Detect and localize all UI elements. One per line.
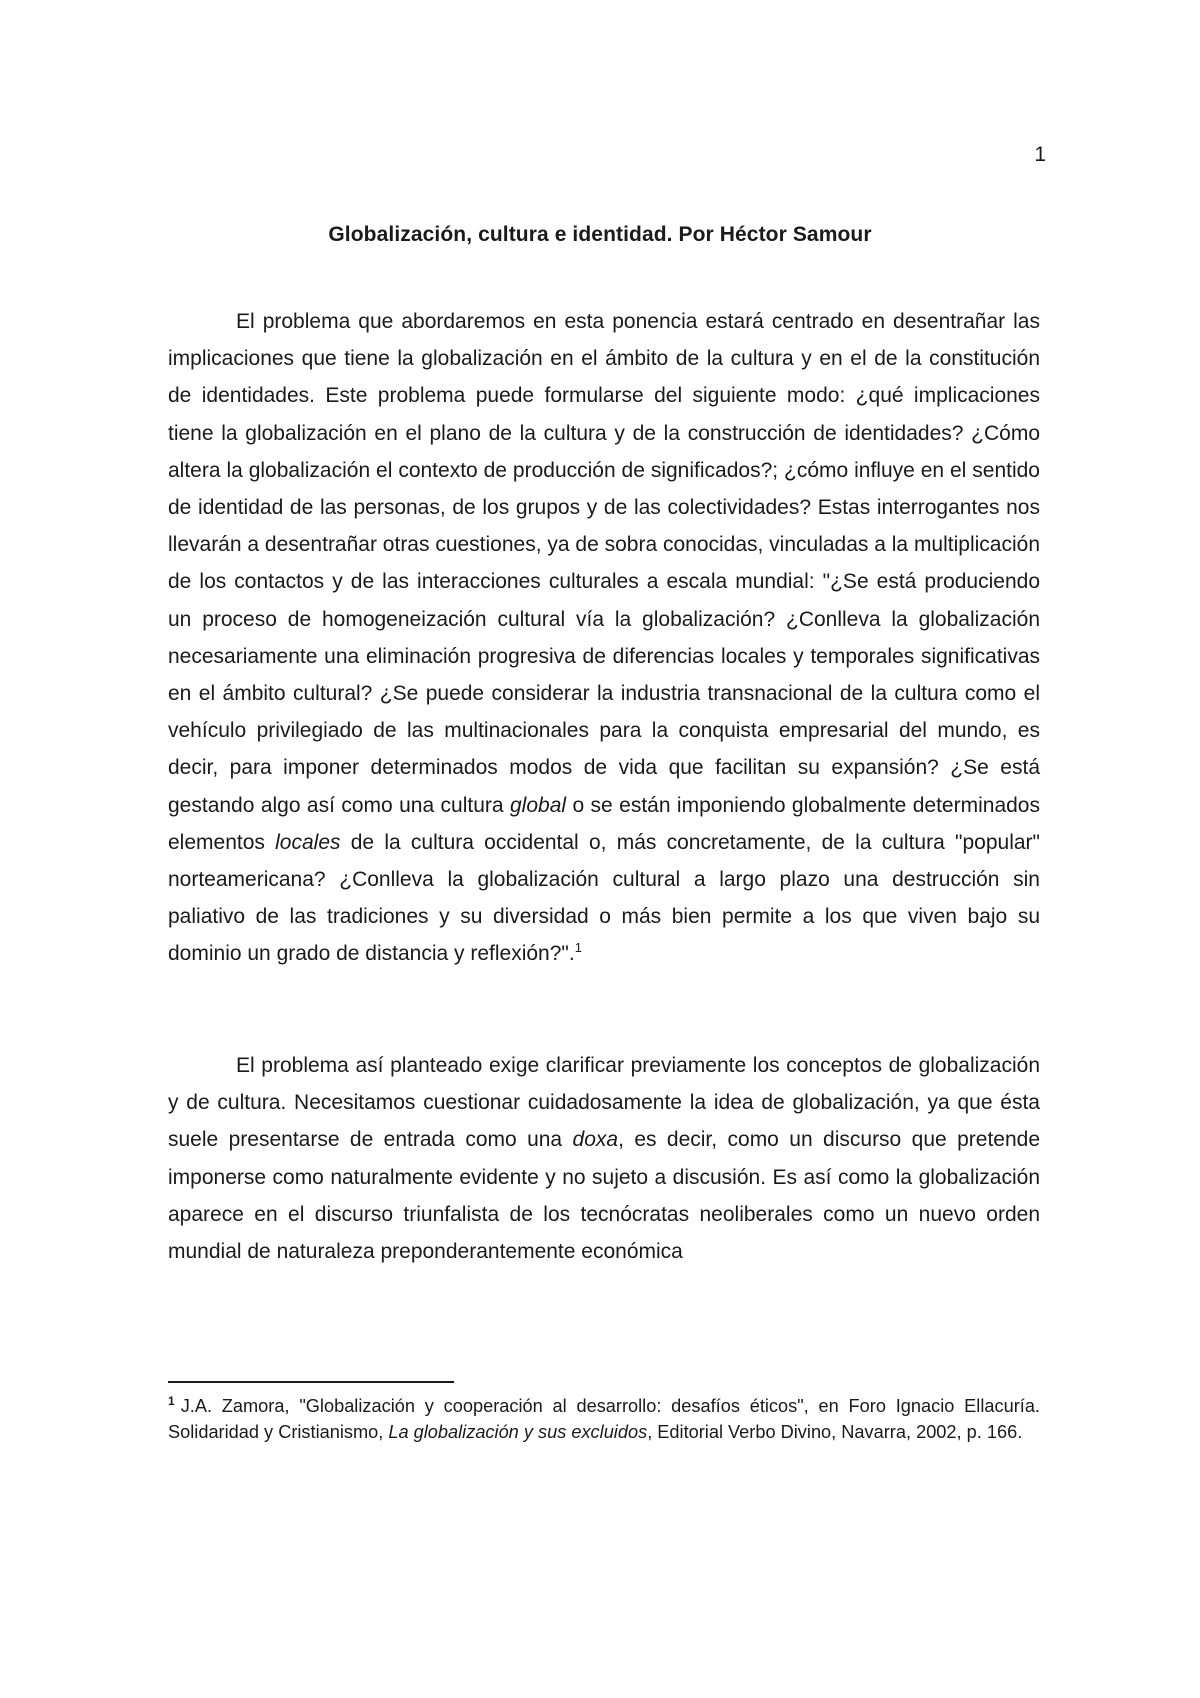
paragraph-1-italic-global: global — [510, 793, 567, 817]
paragraph-1-text-c: de la cultura occidental o, más concretamente, de la cultura "popular" norteamericana? ¿Conlleva la globalización cultural a largo plazo una destrucción sin paliativo de las tradiciones y su diversidad o más bien permite a los que viven bajo su dominio un grado de distancia y reflexión?". — [168, 830, 1040, 966]
footnote-text-a: J.A. Zamora, "Globalización y cooperación al desarrollo: desafíos éticos", en Foro Ignacio Ellacuría. Solidaridad y Cristianismo, — [168, 1396, 1040, 1442]
paragraph-2-text-a: El problema así planteado exige clarificar previamente los conceptos de globalización y de cultura. Necesitamos cuestionar cuidadosamente la idea de globalización, ya que ésta suele presentarse de entrada como una — [168, 1054, 1040, 1152]
paragraph-1-italic-locales: locales — [275, 830, 341, 854]
footnote-text-b: , Editorial Verbo Divino, Navarra, 2002, p. 166. — [647, 1421, 1023, 1442]
paragraph-2 — [168, 1047, 1040, 1270]
paragraph-2-italic-doxa: doxa — [572, 1128, 619, 1152]
footnote-reference[interactable]: 1 — [574, 940, 582, 956]
footnote-1 — [168, 1394, 1040, 1445]
paragraph-2-text-b: , es decir, como un discurso que pretende imponerse como naturalmente evidente y no sujeto a discusión. Es así como la globalización aparece en el discurso triunfalista de los tecnócratas neoliberales como un nuevo orden mundial de naturaleza preponderantemente económica — [168, 1128, 1040, 1264]
paragraph-1 — [168, 303, 1040, 973]
footnote-italic-title: La globalización y sus excluidos — [388, 1421, 648, 1442]
paragraph-1-text-a: El problema que abordaremos en esta ponencia estará centrado en desentrañar las implicaciones que tiene la globalización en el ámbito de la cultura y en el de la constitución de identidades. Este problema puede formularse del siguiente modo: ¿qué implicaciones tiene la globalización en el plano de la cultura y de la construcción de identidades? ¿Cómo altera la globalización el contexto de producción de significados?; ¿cómo influye en el sentido de identidad de las personas, de los grupos y de las colectividades? Estas interrogantes nos llevarán a desentrañar otras cuestiones, ya de sobra conocidas, vinculadas a la multiplicación de los contactos y de las interacciones culturales a escala mundial: "¿Se está produciendo un proceso de homogeneización cultural vía la globalización? ¿Conlleva la globalización necesariamente una eliminación progresiva de diferencias locales y temporales significativas en el ámbito cultural? ¿Se puede considerar la industria transnacional de la cultura como el vehículo privilegiado de las multinacionales para la conquista empresarial del mundo, es decir, para imponer determinados modos de vida que facilitan su expansión? ¿Se está gestando algo así como una cultura — [168, 310, 1040, 817]
document-title: Globalización, cultura e identidad. Por Héctor Samour — [328, 223, 872, 246]
footnote-mark: 1 — [168, 1393, 175, 1408]
page-number: 1 — [1034, 143, 1046, 166]
paragraph-1-text-b: o se están imponiendo globalmente determinados elementos — [168, 793, 1040, 854]
footnote-separator — [168, 1381, 454, 1383]
